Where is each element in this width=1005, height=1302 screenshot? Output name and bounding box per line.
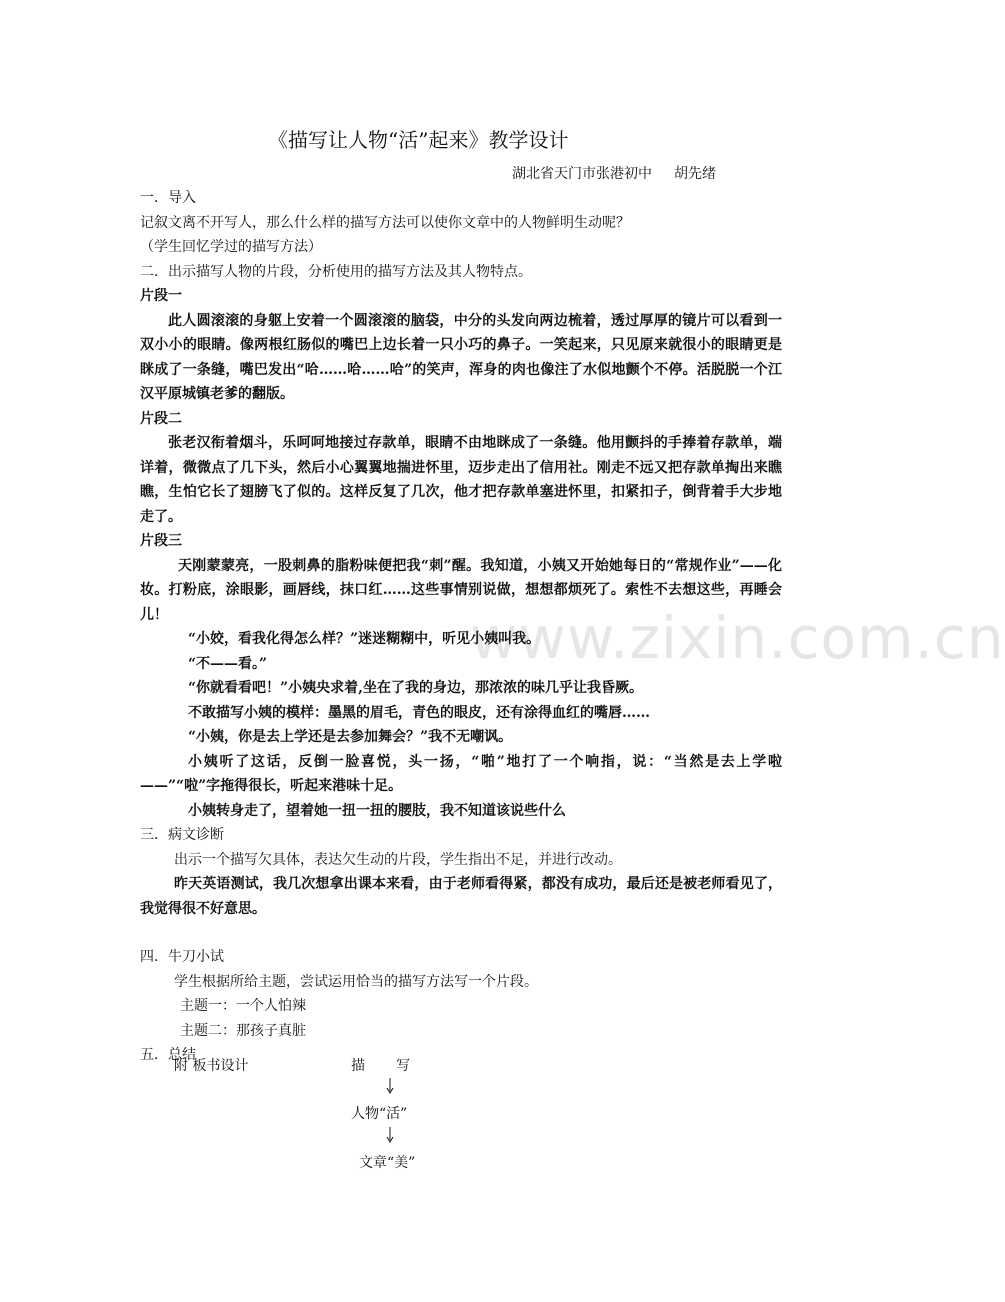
watermark: www.zixin.com.cn	[470, 604, 1005, 672]
intro-text: 记叙文离不开写人，那么什么样的描写方法可以使你文章中的人物鲜明生动呢？	[140, 214, 630, 231]
section-heading-diagnosis: 三．病文诊断	[140, 827, 224, 843]
practice-theme-1: 主题一：一个人怕辣	[180, 998, 306, 1014]
document-body	[140, 186, 782, 1068]
excerpt-1-label: 片段一	[140, 288, 182, 304]
down-arrow-icon	[385, 1127, 395, 1146]
excerpt-3-label: 片段三	[140, 533, 182, 549]
excerpt-1-text: 此人圆滚滚的身躯上安着一个圆滚滚的脑袋，中分的头发向两边梳着，透过厚厚的镜片可以看到一双小小的眼睛。像两根红肠似的嘴巴上边长着一只小巧的鼻子。一笑起来，只见原来就很小的眼睛更是眯成了一条缝，嘴巴发出“哈……哈……哈”的笑声，浑身的肉也像注了水似地颤个不停。活脱脱一个江汉平原城镇老爹的翻版。	[140, 312, 782, 402]
practice-theme-2: 主题二：那孩子真脏	[180, 1022, 306, 1039]
excerpt-2-text: 张老汉衔着烟斗，乐呵呵地接过存款单，眼睛不由地眯成了一条缝。他用颤抖的手捧着存款单，端详着，微微点了几下头，然后小心翼翼地揣进怀里，迈步走出了信用社。刚走不远又把存款单掏出来瞧瞧，生怕它长了翅膀飞了似的。这样反复了几次，他才把存款单塞进怀里，扣紧扣子，倒背着手大步地走了。	[140, 435, 782, 525]
excerpt-3-dialogue-5: “小姨，你是去上学还是去参加舞会？”我不无嘲讽。	[188, 729, 513, 745]
document-title: 《描写让人物“活”起来》教学设计	[268, 128, 569, 152]
excerpt-3-dialogue-2: “不——看。”	[188, 655, 268, 672]
board-bottom-word: 文章“美”	[359, 1155, 416, 1171]
section-heading-practice: 四．牛刀小试	[140, 949, 224, 965]
author-name: 胡先绪	[674, 166, 716, 182]
excerpt-3-dialogue-3: “你就看看吧！”小姨央求着,坐在了我的身边，那浓浓的味几乎让我昏厥。	[188, 680, 643, 696]
section-heading-intro: 一．导入	[140, 190, 196, 206]
practice-text: 学生根据所给主题，尝试运用恰当的描写方法写一个片段。	[174, 973, 538, 990]
down-arrow-icon	[385, 1078, 395, 1097]
author-school: 湖北省天门市张港初中	[512, 166, 652, 182]
diagnosis-text: 出示一个描写欠具体，表达欠生动的片段，学生指出不足，并进行改动。	[174, 851, 622, 868]
excerpt-3-text: 天刚蒙蒙亮，一股刺鼻的脂粉味便把我“刺”醒。我知道，小姨又开始她每日的“常规作业”——化妆。打粉底，涂眼影，画唇线，抹口红……这些事情别说做，想想都烦死了。索性不去想这些，再睡会儿！	[140, 557, 782, 623]
excerpt-3-dialogue-4: 不敢描写小姨的模样：墨黑的眉毛，青色的眼皮，还有涂得血红的嘴唇……	[188, 704, 650, 721]
diagnosis-sample: 昨天英语测试，我几次想拿出课本来看，由于老师看得紧，都没有成功，最后还是被老师看见了，我觉得很不好意思。	[140, 876, 782, 917]
board-label: 附 板书设计	[174, 1058, 249, 1074]
board-top-word: 描 写	[351, 1058, 411, 1074]
excerpt-3-dialogue-1: “小姣，看我化得怎么样？”迷迷糊糊中，听见小姨叫我。	[188, 631, 541, 647]
section-heading-summary: 五．总结	[140, 1047, 196, 1063]
author-line	[512, 163, 716, 183]
board-middle-word: 人物“活”	[351, 1106, 408, 1122]
excerpt-2-label: 片段二	[140, 410, 182, 427]
excerpt-3-dialogue-6: 小姨听了这话，反倒一脸喜悦，头一扬，“啪”地打了一个响指，说：“当然是去上学啦——”“啦”字拖得很长，听起来港味十足。	[140, 753, 782, 794]
section-heading-excerpts: 二．出示描写人物的片段，分析使用的描写方法及其人物特点。	[140, 263, 532, 280]
excerpt-3-dialogue-7: 小姨转身走了，望着她一扭一扭的腰肢，我不知道该说些什么	[188, 802, 566, 819]
intro-note: （学生回忆学过的描写方法）	[140, 239, 322, 255]
